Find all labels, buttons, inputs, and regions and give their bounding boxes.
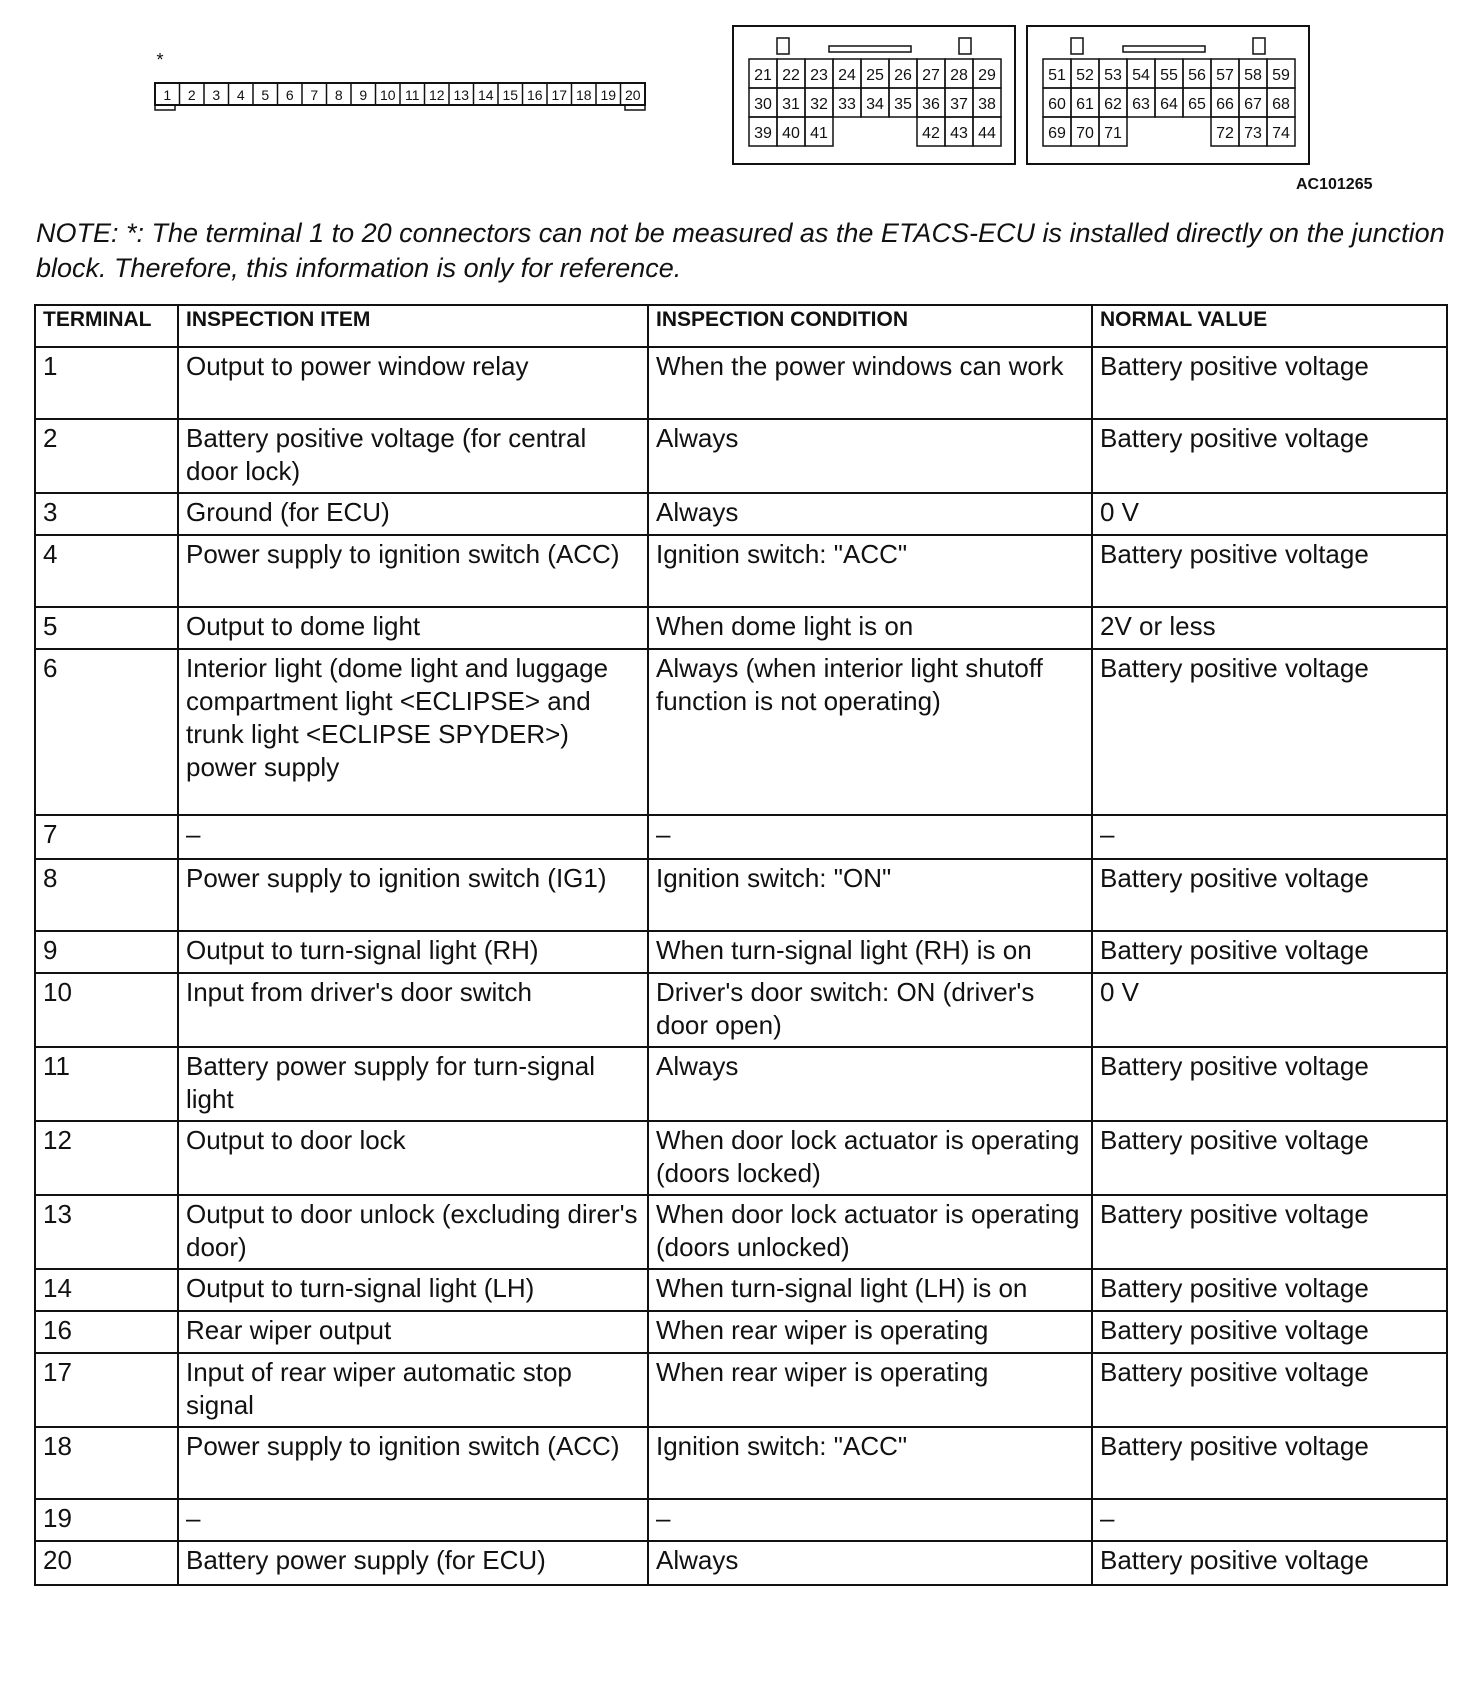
connector-b-terminal-label: 53 xyxy=(1104,67,1122,84)
table-row xyxy=(35,931,1447,973)
inspection-item-cell: – xyxy=(178,1499,648,1541)
connector-b-terminal-label: 52 xyxy=(1076,67,1094,84)
inspection-item-cell: Output to turn-signal light (RH) xyxy=(178,931,648,973)
normal-value-cell: Battery positive voltage xyxy=(1092,1541,1447,1585)
inspection-condition-cell: Always xyxy=(648,1047,1092,1121)
strip-terminal-label: 2 xyxy=(187,87,196,103)
connector-a-key xyxy=(829,46,911,52)
normal-value-cell: – xyxy=(1092,1499,1447,1541)
connector-diagram-svg xyxy=(0,0,1472,210)
table-row xyxy=(35,1121,1447,1195)
table-row xyxy=(35,1541,1447,1585)
connector-a-terminal-label: 23 xyxy=(810,67,828,84)
table-row xyxy=(35,419,1447,493)
inspection-condition-cell: Ignition switch: "ACC" xyxy=(648,1427,1092,1499)
connector-a-terminal-label: 33 xyxy=(838,96,856,113)
connector-b-terminal-label: 72 xyxy=(1216,125,1234,142)
table-row xyxy=(35,607,1447,649)
inspection-item-cell: Battery positive voltage (for central door lock) xyxy=(178,419,648,493)
connector-b-terminal-label: 69 xyxy=(1048,125,1066,142)
terminal-cell: 14 xyxy=(35,1269,178,1311)
table-row xyxy=(35,1269,1447,1311)
terminal-cell: 3 xyxy=(35,493,178,535)
inspection-condition-cell: When door lock actuator is operating (doors unlocked) xyxy=(648,1195,1092,1269)
inspection-condition-cell: When door lock actuator is operating (doors locked) xyxy=(648,1121,1092,1195)
inspection-condition-cell: When dome light is on xyxy=(648,607,1092,649)
connector-b-terminal-label: 57 xyxy=(1216,67,1234,84)
normal-value-cell: Battery positive voltage xyxy=(1092,347,1447,419)
strip-terminal-label: 18 xyxy=(575,87,592,103)
terminal-cell: 12 xyxy=(35,1121,178,1195)
figure-code: AC101265 xyxy=(1296,176,1373,193)
strip-terminal-label: 4 xyxy=(236,87,245,103)
connector-b-terminal-label: 65 xyxy=(1188,96,1206,113)
normal-value-cell: 0 V xyxy=(1092,973,1447,1047)
normal-value-cell: Battery positive voltage xyxy=(1092,1269,1447,1311)
normal-value-cell: Battery positive voltage xyxy=(1092,1195,1447,1269)
connector-a-terminal-label: 43 xyxy=(950,125,968,142)
table-row xyxy=(35,1353,1447,1427)
inspection-item-cell: Power supply to ignition switch (ACC) xyxy=(178,1427,648,1499)
normal-value-cell: 2V or less xyxy=(1092,607,1447,649)
connector-b-terminal-label: 55 xyxy=(1160,67,1178,84)
connector-b-terminal-label: 62 xyxy=(1104,96,1122,113)
table-header-row xyxy=(35,305,1447,347)
connector-b-latch-right xyxy=(1253,38,1265,54)
asterisk-mark: * xyxy=(156,50,164,70)
inspection-item-cell: Output to turn-signal light (LH) xyxy=(178,1269,648,1311)
strip-terminal-label: 16 xyxy=(526,87,543,103)
strip-key-left xyxy=(155,105,175,110)
inspection-item-cell: Output to power window relay xyxy=(178,347,648,419)
connector-a-terminal-label: 41 xyxy=(810,125,828,142)
table-row xyxy=(35,1427,1447,1499)
inspection-item-cell: Rear wiper output xyxy=(178,1311,648,1353)
connector-b-terminal-label: 68 xyxy=(1272,96,1290,113)
inspection-condition-cell: Always (when interior light shutoff function is not operating) xyxy=(648,649,1092,815)
strip-terminal-label: 10 xyxy=(379,87,396,103)
connector-b-terminal-label: 63 xyxy=(1132,96,1150,113)
inspection-item-cell: Battery power supply for turn-signal light xyxy=(178,1047,648,1121)
terminal-cell: 8 xyxy=(35,859,178,931)
terminal-cell: 13 xyxy=(35,1195,178,1269)
connector-a-terminal-label: 22 xyxy=(782,67,800,84)
strip-terminal-label: 8 xyxy=(334,87,343,103)
connector-a-latch-left xyxy=(777,38,789,54)
connector-b-terminal-label: 74 xyxy=(1272,125,1290,142)
table-row xyxy=(35,535,1447,607)
inspection-item-cell: Output to door unlock (excluding direr's door) xyxy=(178,1195,648,1269)
connector-a-terminal-label: 42 xyxy=(922,125,940,142)
connector-diagram xyxy=(0,0,1472,210)
connector-b-terminal-label: 71 xyxy=(1104,125,1122,142)
table-row xyxy=(35,1311,1447,1353)
normal-value-cell: – xyxy=(1092,815,1447,859)
connector-b-terminal-label: 51 xyxy=(1048,67,1066,84)
inspection-condition-cell: – xyxy=(648,1499,1092,1541)
inspection-condition-cell: Driver's door switch: ON (driver's door open) xyxy=(648,973,1092,1047)
connector-a-terminal-label: 28 xyxy=(950,67,968,84)
inspection-condition-cell: – xyxy=(648,815,1092,859)
header-inspection-item: INSPECTION ITEM xyxy=(178,305,648,347)
inspection-item-cell: Output to dome light xyxy=(178,607,648,649)
connector-a-terminal-label: 21 xyxy=(754,67,772,84)
inspection-condition-cell: When the power windows can work xyxy=(648,347,1092,419)
normal-value-cell: Battery positive voltage xyxy=(1092,1353,1447,1427)
connector-a-terminal-label: 29 xyxy=(978,67,996,84)
connector-b-terminal-label: 54 xyxy=(1132,67,1150,84)
connector-b-terminal-label: 70 xyxy=(1076,125,1094,142)
reference-note: NOTE: *: The terminal 1 to 20 connectors can not be measured as the ETACS-ECU is installed directly on the junction block. Therefore, this information is only for reference. xyxy=(36,218,1445,283)
connector-a-terminal-label: 24 xyxy=(838,67,856,84)
table-row xyxy=(35,347,1447,419)
connector-a-terminal-label: 39 xyxy=(754,125,772,142)
connector-b-terminal-label: 56 xyxy=(1188,67,1206,84)
terminal-cell: 1 xyxy=(35,347,178,419)
inspection-condition-cell: When turn-signal light (LH) is on xyxy=(648,1269,1092,1311)
connector-a-terminal-label: 36 xyxy=(922,96,940,113)
strip-terminal-label: 20 xyxy=(624,87,641,103)
connector-a-terminal-label: 35 xyxy=(894,96,912,113)
connector-b-terminal-label: 60 xyxy=(1048,96,1066,113)
inspection-condition-cell: Ignition switch: "ON" xyxy=(648,859,1092,931)
terminal-cell: 19 xyxy=(35,1499,178,1541)
inspection-item-cell: Input of rear wiper automatic stop signal xyxy=(178,1353,648,1427)
connector-a-terminal-label: 26 xyxy=(894,67,912,84)
connector-a-terminal-label: 31 xyxy=(782,96,800,113)
inspection-condition-cell: When rear wiper is operating xyxy=(648,1353,1092,1427)
inspection-condition-cell: Always xyxy=(648,419,1092,493)
connector-a-terminal-label: 25 xyxy=(866,67,884,84)
normal-value-cell: Battery positive voltage xyxy=(1092,859,1447,931)
connector-a-latch-right xyxy=(959,38,971,54)
strip-terminal-label: 9 xyxy=(359,87,368,103)
connector-b-latch-left xyxy=(1071,38,1083,54)
connector-a-terminal-label: 32 xyxy=(810,96,828,113)
connector-b-terminal-label: 67 xyxy=(1244,96,1262,113)
inspection-condition-cell: When turn-signal light (RH) is on xyxy=(648,931,1092,973)
connector-b-terminal-label: 58 xyxy=(1244,67,1262,84)
table-row xyxy=(35,493,1447,535)
terminal-cell: 10 xyxy=(35,973,178,1047)
terminal-cell: 4 xyxy=(35,535,178,607)
header-inspection-condition: INSPECTION CONDITION xyxy=(648,305,1092,347)
inspection-item-cell: Battery power supply (for ECU) xyxy=(178,1541,648,1585)
connector-a-terminal-label: 44 xyxy=(978,125,996,142)
normal-value-cell: Battery positive voltage xyxy=(1092,649,1447,815)
inspection-condition-cell: Always xyxy=(648,1541,1092,1585)
strip-terminal-label: 1 xyxy=(163,87,172,103)
header-terminal: TERMINAL xyxy=(35,305,178,347)
table-row xyxy=(35,973,1447,1047)
connector-b-key xyxy=(1123,46,1205,52)
strip-terminal-label: 15 xyxy=(502,87,519,103)
normal-value-cell: Battery positive voltage xyxy=(1092,1427,1447,1499)
strip-terminal-label: 17 xyxy=(551,87,568,103)
inspection-item-cell: Power supply to ignition switch (ACC) xyxy=(178,535,648,607)
normal-value-cell: Battery positive voltage xyxy=(1092,931,1447,973)
table-row xyxy=(35,1047,1447,1121)
strip-terminal-label: 19 xyxy=(600,87,617,103)
connector-b-terminal-label: 66 xyxy=(1216,96,1234,113)
terminal-cell: 16 xyxy=(35,1311,178,1353)
connector-a-terminal-label: 34 xyxy=(866,96,884,113)
terminal-cell: 11 xyxy=(35,1047,178,1121)
header-normal-value: NORMAL VALUE xyxy=(1092,305,1447,347)
strip-terminal-label: 11 xyxy=(404,87,420,103)
inspection-condition-cell: Ignition switch: "ACC" xyxy=(648,535,1092,607)
normal-value-cell: Battery positive voltage xyxy=(1092,419,1447,493)
table-row xyxy=(35,859,1447,931)
terminal-inspection-table xyxy=(34,304,1448,1586)
normal-value-cell: Battery positive voltage xyxy=(1092,1047,1447,1121)
terminal-cell: 20 xyxy=(35,1541,178,1585)
table-row xyxy=(35,649,1447,815)
inspection-condition-cell: Always xyxy=(648,493,1092,535)
strip-key-right xyxy=(625,105,645,110)
strip-terminal-label: 5 xyxy=(261,87,270,103)
connector-b-terminal-label: 64 xyxy=(1160,96,1178,113)
inspection-item-cell: – xyxy=(178,815,648,859)
terminal-cell: 7 xyxy=(35,815,178,859)
connector-a-terminal-label: 27 xyxy=(922,67,940,84)
table-row xyxy=(35,1195,1447,1269)
inspection-item-cell: Ground (for ECU) xyxy=(178,493,648,535)
normal-value-cell: Battery positive voltage xyxy=(1092,1121,1447,1195)
normal-value-cell: Battery positive voltage xyxy=(1092,1311,1447,1353)
strip-terminal-label: 3 xyxy=(212,87,221,103)
connector-b-terminal-label: 59 xyxy=(1272,67,1290,84)
strip-terminal-label: 12 xyxy=(428,87,445,103)
connector-a-terminal-label: 30 xyxy=(754,96,772,113)
table-row xyxy=(35,1499,1447,1541)
inspection-item-cell: Output to door lock xyxy=(178,1121,648,1195)
inspection-condition-cell: When rear wiper is operating xyxy=(648,1311,1092,1353)
table-row xyxy=(35,815,1447,859)
connector-a-terminal-label: 40 xyxy=(782,125,800,142)
connector-a-terminal-label: 37 xyxy=(950,96,968,113)
terminal-cell: 17 xyxy=(35,1353,178,1427)
connector-a-terminal-label: 38 xyxy=(978,96,996,113)
strip-terminal-label: 14 xyxy=(477,87,494,103)
terminal-cell: 6 xyxy=(35,649,178,815)
connector-b-terminal-label: 61 xyxy=(1076,96,1094,113)
strip-terminal-label: 13 xyxy=(453,87,470,103)
strip-terminal-label: 6 xyxy=(285,87,294,103)
terminal-cell: 9 xyxy=(35,931,178,973)
normal-value-cell: 0 V xyxy=(1092,493,1447,535)
inspection-item-cell: Input from driver's door switch xyxy=(178,973,648,1047)
terminal-cell: 2 xyxy=(35,419,178,493)
strip-terminal-label: 7 xyxy=(310,87,319,103)
terminal-cell: 18 xyxy=(35,1427,178,1499)
inspection-item-cell: Interior light (dome light and luggage compartment light <ECLIPSE> and trunk light <ECLIPSE SPYDER>) power supply xyxy=(178,649,648,815)
connector-b-terminal-label: 73 xyxy=(1244,125,1262,142)
terminal-cell: 5 xyxy=(35,607,178,649)
normal-value-cell: Battery positive voltage xyxy=(1092,535,1447,607)
inspection-item-cell: Power supply to ignition switch (IG1) xyxy=(178,859,648,931)
